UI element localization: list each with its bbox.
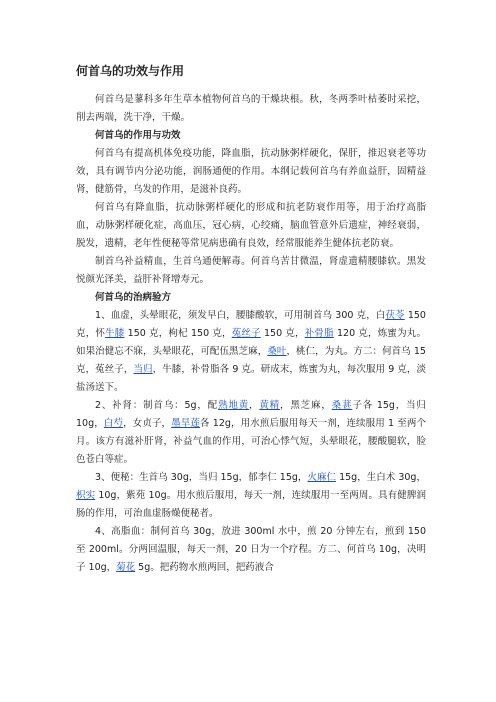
section-heading-effects: 何首乌的作用与功效 bbox=[95, 130, 181, 141]
remedy-text: 1、血虚，头晕眼花，须发早白，腰膝酸软，可用制首乌 300 克，白 bbox=[95, 310, 386, 321]
remedy-text: ，女贞子， bbox=[123, 418, 172, 429]
effects-paragraph-1: 何首乌有提高机体免疫功能，降血脂，抗动脉粥样硬化，保肝，推迟衰老等功效，具有调节内分泌功能，润肠通便的作用。本纲记载何首乌有养血益肝，固精益肾，健筋骨，乌发的作用，是滋补良药。 bbox=[76, 148, 426, 195]
remedy-text: 4、高脂血：制何首乌 30g，放进 300ml 水中，煎 20 分钟左右，煎到 150 至 200ml。分两回温服，每天一剂，20 日为一个疗程。方二、何首乌 10g，决明子 10g， bbox=[76, 526, 426, 573]
herb-link-sangye[interactable]: 桑叶 bbox=[267, 346, 287, 357]
remedy-text: 3、便秘：生首乌 30g，当归 15g，郁李仁 15g， bbox=[95, 472, 308, 483]
remedy-text: ，桃仁，为丸。方二：何首乌 15 克，菟丝子， bbox=[76, 346, 426, 375]
herb-link-niuxi[interactable]: 牛膝 bbox=[105, 328, 125, 339]
remedy-text: ， bbox=[249, 400, 260, 411]
remedy-text: 子各 15g，当归 10g， bbox=[76, 400, 426, 429]
remedy-text: 120 克，炼蜜为丸。如果治健忘不寐，头晕眼花，可配伍黑芝麻， bbox=[76, 328, 426, 357]
herb-link-danggui[interactable]: 当归 bbox=[133, 364, 153, 375]
remedy-text: 2、补肾：制首乌：5g，配 bbox=[95, 400, 219, 411]
section-heading-remedies: 何首乌的治病验方 bbox=[95, 292, 172, 303]
herb-link-huomaren[interactable]: 火麻仁 bbox=[307, 472, 337, 483]
effects-paragraph-3: 制首乌补益精血，生首乌通便解毒。何首乌苦甘微温，肾虚遗精腰膝软。黑发悦颜光泽美，益肝补肾增寿元。 bbox=[76, 256, 426, 285]
remedy-text: 各 12g，用水煎后服用每天一剂，连续服用 1 至两个月。该方有滋补肝肾，补益气血的作用，可治心悸气短，头晕眼花，腰酸腿软，脸色苍白等症。 bbox=[76, 418, 426, 465]
herb-link-zhishi[interactable]: 枳实 bbox=[76, 490, 96, 501]
herb-link-fuling[interactable]: 茯苓 bbox=[385, 310, 405, 321]
intro-paragraph: 何首乌是蓼科多年生草本植物何首乌的干燥块根。秋，冬两季叶枯萎时采挖，削去两端，洗干净，干燥。 bbox=[76, 94, 426, 123]
remedy-text: 150 克， bbox=[260, 328, 305, 339]
herb-link-baishao[interactable]: 白芍 bbox=[103, 418, 124, 429]
herb-link-huangjing[interactable]: 黄精 bbox=[259, 400, 281, 411]
remedy-text: 15g，生白术 30g， bbox=[336, 472, 426, 483]
remedy-text: ，黑芝麻， bbox=[280, 400, 332, 411]
herb-link-sangshen[interactable]: 桑葚 bbox=[331, 400, 353, 411]
document-title: 何首乌的功效与作用 bbox=[76, 64, 185, 78]
remedy-text: ，牛膝，补骨脂各 9 克。研成末，炼蜜为丸，每次服用 9 克，淡盐汤送下。 bbox=[76, 364, 426, 393]
herb-link-mohanlian[interactable]: 墨旱莲 bbox=[171, 418, 201, 429]
remedy-item-3 bbox=[76, 469, 426, 523]
herb-link-shudihuang[interactable]: 熟地黄 bbox=[218, 400, 250, 411]
remedy-item-2 bbox=[76, 397, 426, 469]
herb-link-tusizi[interactable]: 菟丝子 bbox=[231, 328, 261, 339]
remedy-item-1 bbox=[76, 307, 426, 397]
remedy-text: 150 克，怀 bbox=[76, 310, 426, 339]
remedy-text: 150 克，枸杞 150 克， bbox=[124, 328, 232, 339]
herb-link-juhua[interactable]: 菊花 bbox=[116, 562, 136, 573]
effects-paragraph-2: 何首乌有降血脂，抗动脉粥样硬化的形成和抗老防衰作用等，用于治疗高脂血，动脉粥样硬化症，高血压，冠心病，心绞痛，脑血管意外后遗症，神经衰弱，脱发，遗精，老年性便秘等常见病患确有良效，经常服能养生健体抗老防衰。 bbox=[76, 202, 426, 249]
remedy-item-4 bbox=[76, 523, 426, 577]
remedy-text: 5g。把药物水煎两回，把药液合 bbox=[135, 562, 274, 573]
document-body bbox=[76, 62, 426, 577]
remedy-text: 10g，紫苑 10g。用水煎后服用，每天一剂，连续服用一至两周。具有健脾润肠的作用，可治血虚肠燥便秘者。 bbox=[76, 490, 426, 519]
herb-link-buguzhi[interactable]: 补骨脂 bbox=[304, 328, 334, 339]
